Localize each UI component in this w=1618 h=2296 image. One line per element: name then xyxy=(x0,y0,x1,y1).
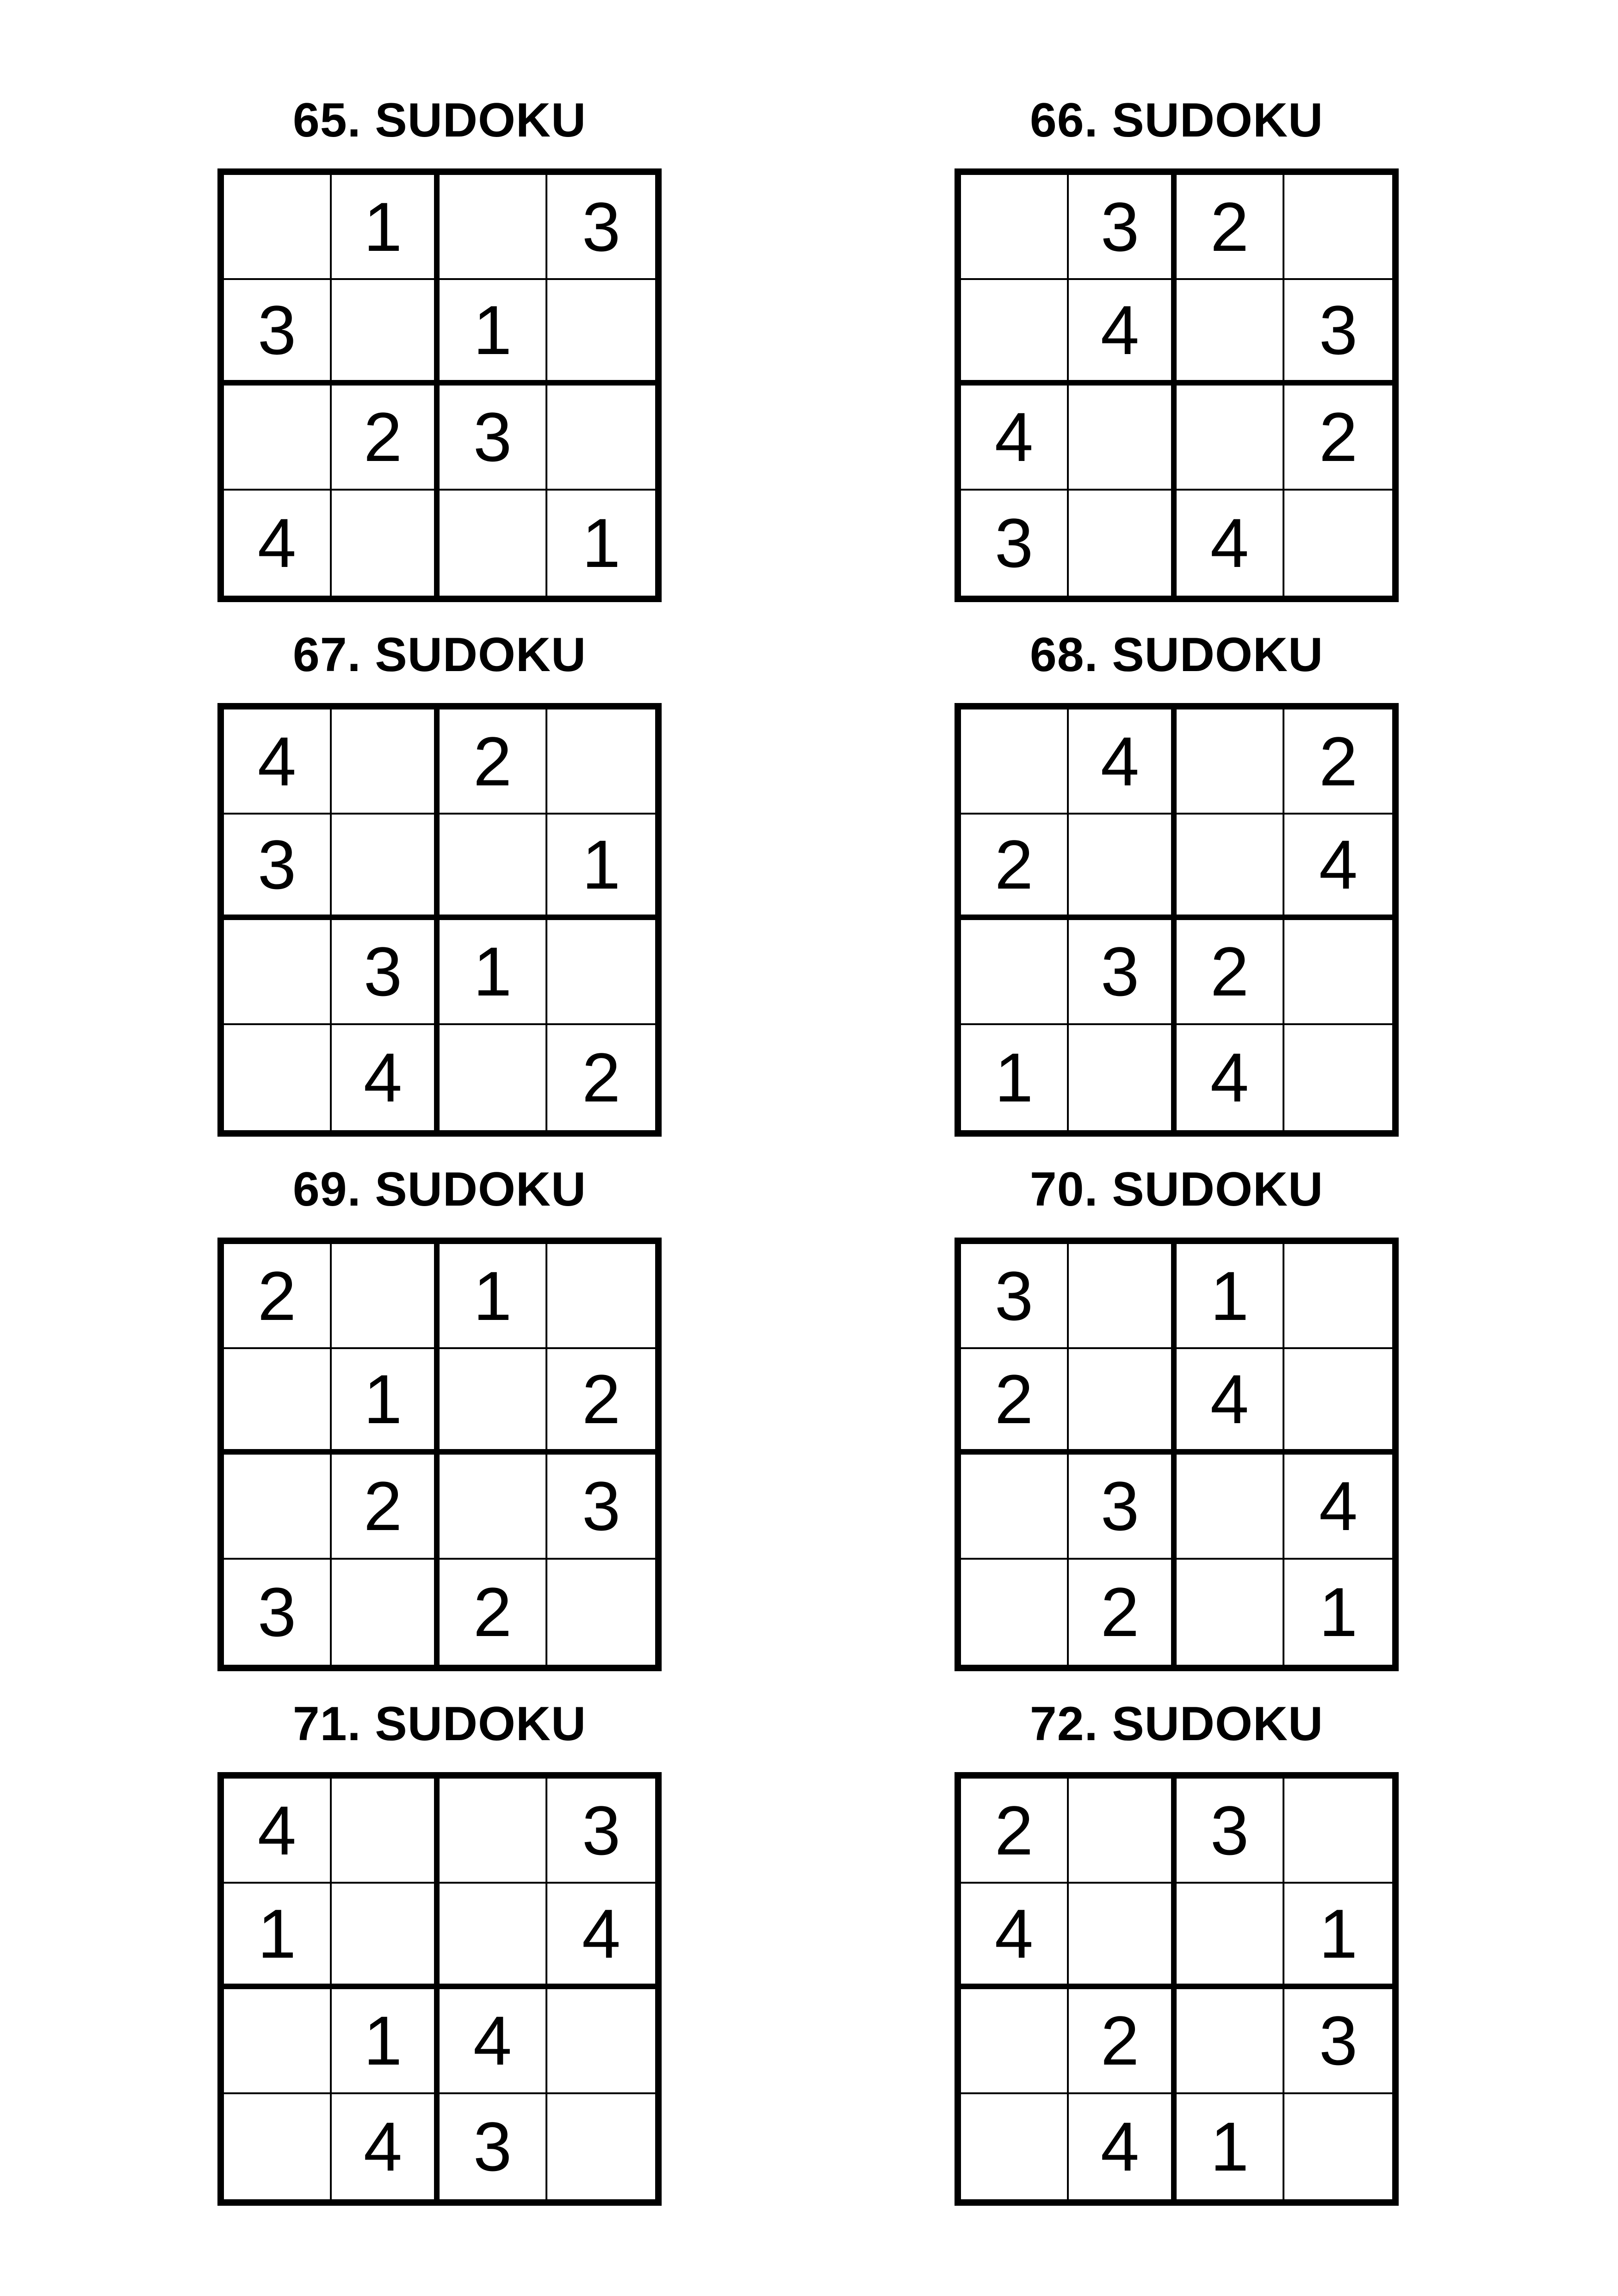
puzzle-title: 70. SUDOKU xyxy=(1029,1162,1324,1216)
sudoku-cell[interactable]: 1 xyxy=(961,1025,1069,1130)
sudoku-puzzle-69 xyxy=(217,1162,662,1671)
sudoku-cell[interactable]: 4 xyxy=(332,1025,440,1130)
puzzle-title: 65. SUDOKU xyxy=(292,93,587,147)
sudoku-cell[interactable] xyxy=(1069,1779,1177,1884)
sudoku-cell[interactable]: 3 xyxy=(961,1244,1069,1349)
sudoku-cell[interactable]: 1 xyxy=(582,504,621,582)
sudoku-cell[interactable] xyxy=(440,1779,547,1884)
sudoku-cell[interactable] xyxy=(332,1560,440,1665)
sudoku-cell[interactable] xyxy=(1069,1025,1177,1130)
sudoku-grid xyxy=(955,168,1399,602)
sudoku-cell[interactable] xyxy=(1069,1244,1177,1349)
sudoku-cell[interactable]: 3 xyxy=(1284,1989,1392,2094)
sudoku-cell[interactable] xyxy=(1284,491,1392,596)
sudoku-cell[interactable]: 4 xyxy=(961,1884,1069,1989)
sudoku-cell[interactable] xyxy=(961,1560,1069,1665)
sudoku-cell[interactable]: 3 xyxy=(1284,280,1392,385)
sudoku-cell[interactable] xyxy=(440,1349,547,1454)
sudoku-cell[interactable]: 2 xyxy=(440,1560,547,1665)
sudoku-cell[interactable]: 2 xyxy=(332,386,440,491)
sudoku-cell[interactable]: 4 xyxy=(1177,491,1284,596)
sudoku-grid xyxy=(955,1238,1399,1671)
sudoku-grid xyxy=(955,1772,1399,2206)
sudoku-cell[interactable] xyxy=(1284,1244,1392,1349)
sudoku-cell[interactable]: 1 xyxy=(1284,1884,1392,1989)
sudoku-cell[interactable] xyxy=(547,1989,655,2094)
sudoku-cell[interactable]: 2 xyxy=(547,1349,655,1454)
sudoku-cell[interactable] xyxy=(224,386,332,491)
sudoku-cell[interactable]: 2 xyxy=(1069,1560,1177,1665)
sudoku-cell[interactable]: 4 xyxy=(1069,280,1177,385)
sudoku-cell[interactable]: 4 xyxy=(1069,709,1177,815)
sudoku-cell[interactable] xyxy=(961,709,1069,815)
sudoku-cell[interactable] xyxy=(1284,1025,1392,1130)
puzzle-title: 71. SUDOKU xyxy=(292,1697,587,1751)
sudoku-cell[interactable]: 4 xyxy=(1069,2094,1177,2199)
sudoku-cell[interactable] xyxy=(1284,2094,1392,2199)
sudoku-puzzle-65 xyxy=(217,93,662,602)
sudoku-cell[interactable] xyxy=(961,175,1069,280)
sudoku-puzzle-71 xyxy=(217,1696,662,2206)
sudoku-cell[interactable] xyxy=(1177,815,1284,920)
sudoku-cell[interactable] xyxy=(1177,1560,1284,1665)
sudoku-puzzle-70 xyxy=(955,1162,1399,1671)
sudoku-cell[interactable]: 2 xyxy=(1177,920,1284,1025)
sudoku-cell[interactable]: 3 xyxy=(547,1779,655,1884)
puzzle-title: 67. SUDOKU xyxy=(292,628,587,682)
sudoku-cell[interactable]: 2 xyxy=(332,1455,440,1560)
sudoku-cell[interactable]: 2 xyxy=(582,1039,621,1117)
sudoku-cell[interactable] xyxy=(332,1779,440,1884)
sudoku-cell[interactable]: 4 xyxy=(440,1989,547,2094)
sudoku-cell[interactable] xyxy=(332,491,440,596)
sudoku-cell[interactable]: 3 xyxy=(961,491,1069,596)
sudoku-cell[interactable]: 1 xyxy=(224,1884,332,1989)
sudoku-cell[interactable]: 3 xyxy=(224,1560,332,1665)
sudoku-cell[interactable]: 3 xyxy=(547,1455,655,1560)
sudoku-grid xyxy=(217,1772,662,2206)
sudoku-cell[interactable] xyxy=(440,1025,547,1130)
sudoku-cell[interactable] xyxy=(440,175,547,280)
sudoku-grid xyxy=(217,1238,662,1671)
sudoku-cell[interactable]: 1 xyxy=(440,920,547,1025)
sudoku-cell[interactable] xyxy=(547,1560,655,1665)
sudoku-cell[interactable] xyxy=(440,1455,547,1560)
sudoku-cell[interactable] xyxy=(224,1455,332,1560)
sudoku-cell[interactable]: 2 xyxy=(224,1244,332,1349)
sudoku-cell[interactable]: 4 xyxy=(224,491,332,596)
sudoku-cell[interactable]: 4 xyxy=(1177,1025,1284,1130)
sudoku-grid xyxy=(217,168,662,602)
sudoku-cell[interactable]: 3 xyxy=(547,175,655,280)
sudoku-cell[interactable] xyxy=(961,280,1069,385)
sudoku-cell[interactable]: 3 xyxy=(332,920,440,1025)
sudoku-cell[interactable]: 2 xyxy=(1177,175,1284,280)
sudoku-cell[interactable]: 4 xyxy=(224,1779,332,1884)
sudoku-cell[interactable]: 4 xyxy=(1284,1455,1392,1560)
sudoku-cell[interactable]: 2 xyxy=(1284,709,1392,815)
sudoku-cell[interactable] xyxy=(440,491,547,596)
sudoku-cell[interactable] xyxy=(332,815,440,920)
sudoku-cell[interactable] xyxy=(1284,920,1392,1025)
sudoku-cell[interactable]: 2 xyxy=(961,815,1069,920)
sudoku-cell[interactable] xyxy=(1284,1349,1392,1454)
sudoku-cell[interactable] xyxy=(332,280,440,385)
sudoku-cell[interactable] xyxy=(547,709,655,815)
sudoku-cell[interactable] xyxy=(224,920,332,1025)
sudoku-cell[interactable] xyxy=(224,1025,332,1130)
sudoku-cell[interactable] xyxy=(1069,1884,1177,1989)
sudoku-cell[interactable] xyxy=(332,709,440,815)
sudoku-cell[interactable] xyxy=(1177,280,1284,385)
sudoku-cell[interactable] xyxy=(224,2094,332,2199)
sudoku-cell[interactable]: 3 xyxy=(224,280,332,385)
sudoku-puzzle-68 xyxy=(955,627,1399,1137)
sudoku-cell[interactable]: 3 xyxy=(1069,175,1177,280)
sudoku-cell[interactable]: 1 xyxy=(547,815,655,920)
puzzle-title: 69. SUDOKU xyxy=(292,1162,587,1216)
sudoku-cell[interactable] xyxy=(961,1989,1069,2094)
puzzle-title: 66. SUDOKU xyxy=(1029,93,1324,147)
sudoku-cell[interactable] xyxy=(224,175,332,280)
sudoku-cell[interactable]: 2 xyxy=(961,1779,1069,1884)
sudoku-cell[interactable] xyxy=(1284,1779,1392,1884)
puzzle-title: 68. SUDOKU xyxy=(1029,628,1324,682)
sudoku-cell[interactable]: 1 xyxy=(332,1989,440,2094)
sudoku-cell[interactable] xyxy=(1177,1455,1284,1560)
sudoku-puzzle-72 xyxy=(955,1696,1399,2206)
sudoku-cell[interactable] xyxy=(1069,815,1177,920)
sudoku-cell[interactable]: 2 xyxy=(1284,386,1392,491)
sudoku-cell[interactable]: 3 xyxy=(224,815,332,920)
sudoku-puzzle-67 xyxy=(217,627,662,1137)
sudoku-cell[interactable] xyxy=(1177,386,1284,491)
sudoku-cell[interactable]: 3 xyxy=(440,386,547,491)
sudoku-cell[interactable] xyxy=(961,1455,1069,1560)
sudoku-cell[interactable] xyxy=(547,386,655,491)
sudoku-cell[interactable]: 1 xyxy=(332,1349,440,1454)
sudoku-cell[interactable]: 1 xyxy=(1177,1244,1284,1349)
sudoku-cell[interactable] xyxy=(1177,1884,1284,1989)
sudoku-cell[interactable]: 1 xyxy=(332,175,440,280)
sudoku-cell[interactable] xyxy=(1177,709,1284,815)
sudoku-cell[interactable]: 1 xyxy=(1177,2094,1284,2199)
sudoku-cell[interactable]: 4 xyxy=(332,2094,440,2199)
sudoku-puzzle-66 xyxy=(955,93,1399,602)
sudoku-cell[interactable]: 2 xyxy=(440,709,547,815)
sudoku-cell[interactable]: 3 xyxy=(1069,1455,1177,1560)
sudoku-cell[interactable] xyxy=(547,920,655,1025)
sudoku-cell[interactable] xyxy=(547,2094,655,2199)
sudoku-cell[interactable] xyxy=(547,1244,655,1349)
sudoku-cell[interactable] xyxy=(1069,491,1177,596)
sudoku-cell[interactable]: 1 xyxy=(440,1244,547,1349)
sudoku-cell[interactable]: 2 xyxy=(961,1349,1069,1454)
sudoku-cell[interactable]: 4 xyxy=(961,386,1069,491)
sudoku-cell[interactable] xyxy=(332,1884,440,1989)
sudoku-cell[interactable]: 3 xyxy=(1069,920,1177,1025)
sudoku-cell[interactable]: 2 xyxy=(1069,1989,1177,2094)
sudoku-cell[interactable] xyxy=(1069,1349,1177,1454)
sudoku-cell[interactable]: 1 xyxy=(1319,1573,1358,1651)
puzzle-title: 72. SUDOKU xyxy=(1029,1697,1324,1751)
sudoku-grid xyxy=(955,703,1399,1137)
sudoku-cell[interactable]: 4 xyxy=(224,709,332,815)
sudoku-cell[interactable]: 1 xyxy=(440,280,547,385)
sudoku-cell[interactable]: 3 xyxy=(440,2094,547,2199)
sudoku-cell[interactable]: 4 xyxy=(547,1884,655,1989)
sudoku-cell[interactable] xyxy=(961,2094,1069,2199)
sudoku-cell[interactable]: 4 xyxy=(1284,815,1392,920)
sudoku-cell[interactable]: 4 xyxy=(1177,1349,1284,1454)
sudoku-cell[interactable] xyxy=(961,920,1069,1025)
sudoku-cell[interactable] xyxy=(1177,1989,1284,2094)
sudoku-cell[interactable] xyxy=(547,280,655,385)
sudoku-cell[interactable] xyxy=(440,815,547,920)
sudoku-cell[interactable] xyxy=(224,1989,332,2094)
sudoku-cell[interactable] xyxy=(224,1349,332,1454)
sudoku-cell[interactable]: 3 xyxy=(1177,1779,1284,1884)
sudoku-grid xyxy=(217,703,662,1137)
sudoku-cell[interactable] xyxy=(440,1884,547,1989)
sudoku-cell[interactable] xyxy=(1284,175,1392,280)
sudoku-cell[interactable] xyxy=(1069,386,1177,491)
sudoku-cell[interactable] xyxy=(332,1244,440,1349)
